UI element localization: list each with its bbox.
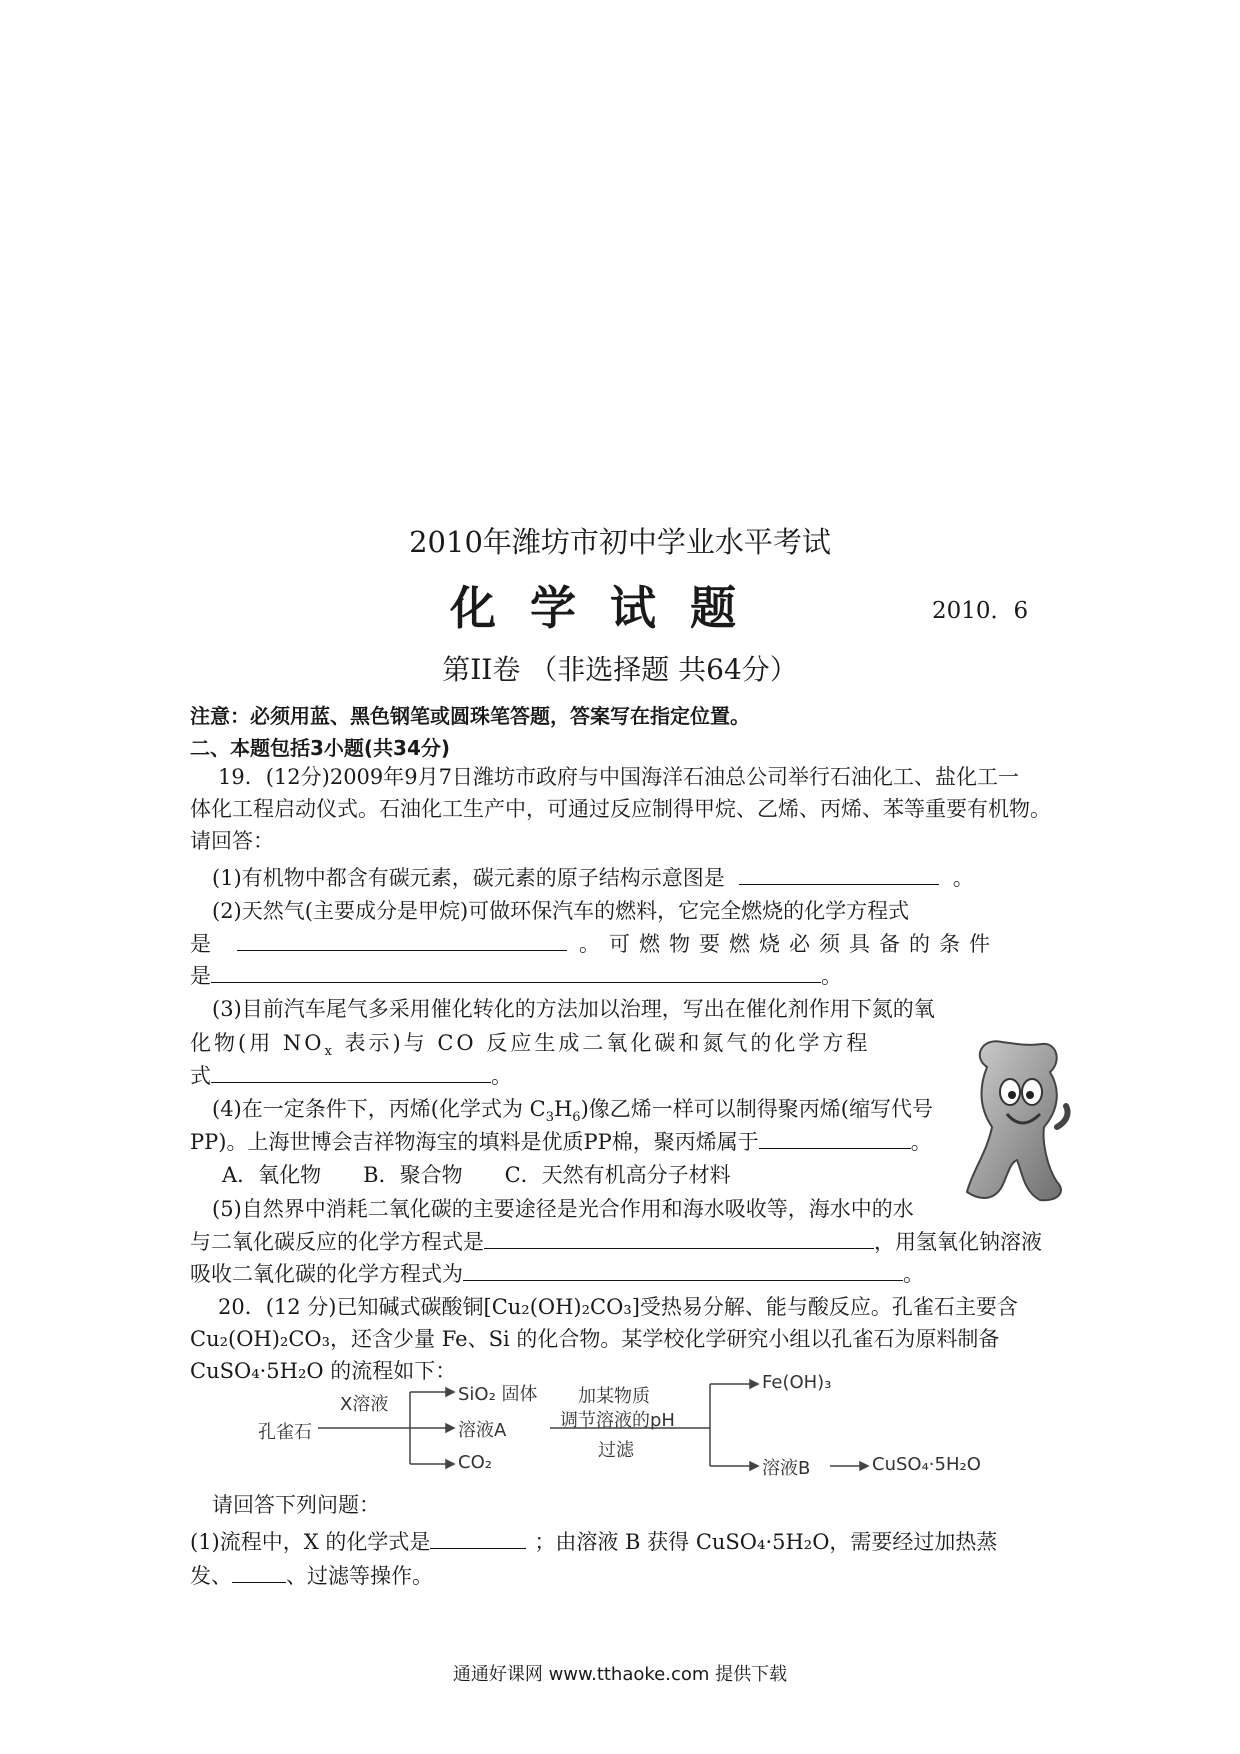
exam-date: 2010．6 — [932, 598, 1029, 624]
q19-part1 — [212, 862, 974, 893]
q19-part4-l2-end: 。 — [910, 1130, 932, 1154]
q19-part5-l3-end: 。 — [903, 1262, 924, 1286]
q19-part2-line2 — [190, 928, 999, 959]
q19-part5-line3 — [190, 1258, 924, 1289]
q19-part3-l2a: 化物(用 NO — [190, 1031, 325, 1055]
volume-title: 第II卷 （非选择题 共64分） — [442, 653, 798, 686]
q19-part4-l2: PP)。上海世博会吉祥物海宝的填料是优质PP棉，聚丙烯属于 — [190, 1130, 759, 1154]
q20-part1-l2b: 、过滤等操作。 — [286, 1564, 433, 1588]
q19-part3-l3-end: 。 — [491, 1064, 512, 1088]
answer-blank[interactable] — [484, 1226, 874, 1249]
q19-part2-line1: (2)天然气(主要成分是甲烷)可做环保汽车的燃料，它完全燃烧的化学方程式 — [212, 899, 910, 923]
q19-part5-l3: 吸收二氧化碳的化学方程式为 — [190, 1262, 463, 1286]
q20-part1-line1 — [190, 1526, 997, 1557]
flow-step-line3: 过滤 — [598, 1440, 634, 1461]
q19-part2-l2a: 是 — [190, 932, 211, 956]
q19-part3-sub: x — [324, 1044, 335, 1060]
flow-out-solution-b: 溶液B — [762, 1458, 811, 1479]
answer-blank[interactable] — [211, 1060, 491, 1083]
q19-stem-line3: 请回答： — [190, 829, 274, 853]
q20-part1-l2a: 发、 — [190, 1564, 232, 1588]
q19-stem-line1: 19．(12分)2009年9月7日潍坊市政府与中国海洋石油总公司举行石油化工、盐化工一 — [218, 765, 1019, 789]
answer-blank[interactable] — [430, 1526, 526, 1549]
q20-stem-line2: Cu₂(OH)₂CO₃，还含少量 Fe、Si 的化合物。某学校化学研究小组以孔雀石为原料制备 — [190, 1327, 1000, 1351]
q19-part4-options: A．氧化物 B．聚合物 C．天然有机高分子材料 — [222, 1163, 731, 1187]
flow-out-feoh3: Fe(OH)₃ — [762, 1372, 832, 1393]
q19-part4-l1b: H — [553, 1097, 573, 1121]
q20-part1-l1b: ；由溶液 B 获得 CuSO₄·5H₂O，需要经过加热蒸 — [534, 1530, 998, 1554]
q19-part3-l2b: 表示)与 CO 反应生成二氧化碳和氮气的化学方程 — [334, 1031, 871, 1055]
q19-part3-line3 — [190, 1060, 512, 1091]
q20-part1-l1a: (1)流程中，X 的化学式是 — [190, 1530, 431, 1554]
q19-part5-l2b: ，用氢氧化钠溶液 — [874, 1230, 1042, 1254]
footer-source: 通通好课网 www.tthaoke.com 提供下载 — [452, 1664, 788, 1685]
flow-out-solution-a: 溶液A — [458, 1420, 507, 1441]
q20-ask: 请回答下列问题： — [212, 1493, 380, 1517]
mascot-illustration — [962, 1032, 1072, 1207]
q19-part4-line2 — [190, 1126, 932, 1157]
flow-out-co2: CO₂ — [458, 1452, 492, 1473]
flow-step-line2: 调节溶液的pH — [560, 1410, 675, 1431]
q19-part4-l1a: (4)在一定条件下，丙烯(化学式为 C — [212, 1097, 546, 1121]
q19-part2-l3: 是 — [190, 964, 211, 988]
q19-part1-end: 。 — [952, 866, 974, 890]
answer-blank[interactable] — [463, 1258, 903, 1281]
answer-blank[interactable] — [211, 960, 821, 983]
answer-blank[interactable] — [232, 1560, 286, 1583]
answer-blank[interactable] — [759, 1126, 911, 1149]
q19-part5-line1: (5)自然界中消耗二氧化碳的主要途径是光合作用和海水吸收等，海水中的水 — [212, 1197, 914, 1221]
q20-stem-line3: CuSO₄·5H₂O 的流程如下： — [190, 1359, 457, 1383]
q19-stem-line2: 体化工程启动仪式。石油化工生产中，可通过反应制得甲烷、乙烯、丙烯、苯等重要有机物。 — [190, 797, 1051, 821]
q20-stem-line1: 20．(12 分)已知碱式碳酸铜[Cu₂(OH)₂CO₃]受热易分解、能与酸反应。孔雀石主要含 — [218, 1295, 1018, 1319]
flow-start: 孔雀石 — [258, 1422, 312, 1443]
flow-out-sio2: SiO₂ 固体 — [458, 1384, 538, 1405]
notice: 注意：必须用蓝、黑色钢笔或圆珠笔答题，答案写在指定位置。 — [190, 704, 750, 728]
q19-part4-sub2: 6 — [572, 1110, 581, 1126]
q19-part5-line2 — [190, 1226, 1042, 1257]
q19-part2-l3-end: 。 — [821, 964, 842, 988]
q19-part1-text: (1)有机物中都含有碳元素，碳元素的原子结构示意图是 — [212, 866, 725, 890]
q20-part1-line2 — [190, 1560, 433, 1591]
flow-step-line1: 加某物质 — [578, 1386, 650, 1407]
flow-reagent: X溶液 — [340, 1394, 389, 1415]
flow-product: CuSO₄·5H₂O — [872, 1454, 981, 1475]
q19-part4-sub1: 3 — [545, 1110, 554, 1126]
answer-blank[interactable] — [739, 862, 939, 885]
q19-part2-l2b: 。可燃物要燃烧必须具备的条件 — [579, 932, 999, 956]
section-title: 二、本题包括3小题(共34分) — [190, 736, 451, 760]
answer-blank[interactable] — [237, 928, 567, 951]
subject-title: 化学试题 — [450, 581, 770, 635]
q19-part2-line3 — [190, 960, 842, 991]
q19-part3-line1: (3)目前汽车尾气多采用催化转化的方法加以治理，写出在催化剂作用下氮的氧 — [212, 997, 935, 1021]
q19-part4-l1c: )像乙烯一样可以制得聚丙烯(缩写代号 — [580, 1097, 933, 1121]
q19-part5-l2a: 与二氧化碳反应的化学方程式是 — [190, 1230, 484, 1254]
q19-part3-l3: 式 — [190, 1064, 211, 1088]
exam-title: 2010年潍坊市初中学业水平考试 — [409, 525, 831, 559]
